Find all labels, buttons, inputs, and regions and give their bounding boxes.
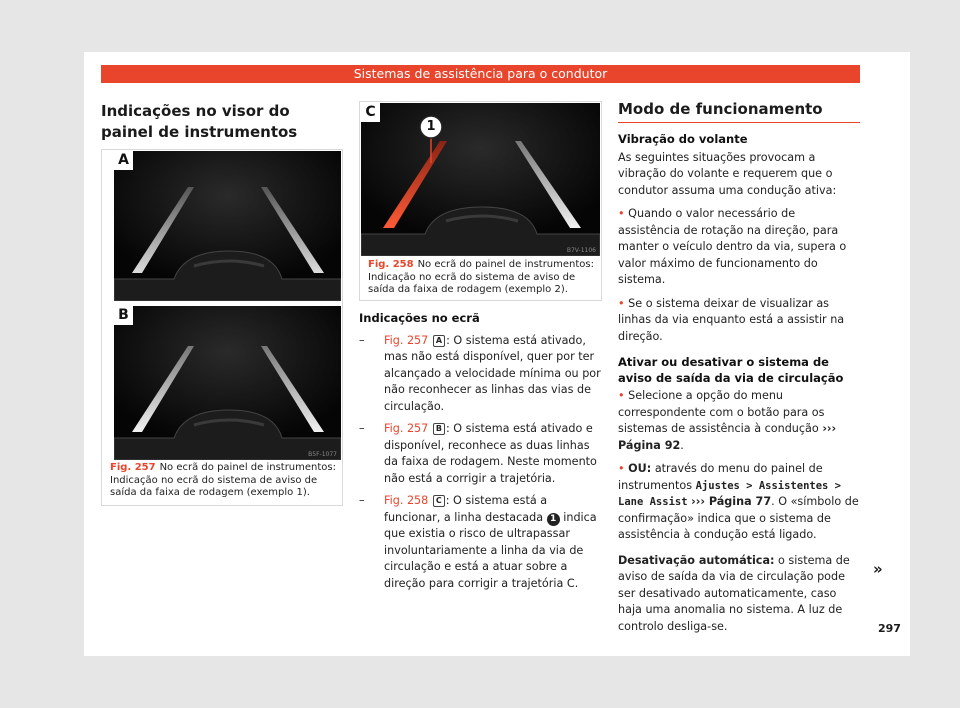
lane-display-a-graphic (114, 151, 341, 301)
callout-1-icon: 1 (547, 513, 560, 526)
lane-display-b-graphic (114, 306, 341, 460)
section-title-middle: Indicações no ecrã (359, 311, 480, 325)
figure-258-panel-c (361, 103, 600, 256)
period: . (680, 438, 684, 452)
or-label: OU: (628, 462, 652, 475)
bullet-text: através do menu do painel de instrumentos (618, 462, 823, 492)
bullet-icon: • (618, 389, 625, 402)
item-text: indica que existia o risco de ultrapassar involuntariamente a linha da via de circulação e está a atuar sobre a direção para corrigir a trajetória C. (384, 510, 597, 590)
figure-258 (359, 101, 602, 301)
continue-mark: » (873, 560, 883, 578)
deactivation-paragraph (618, 553, 860, 636)
figure-257-panel-b (114, 306, 341, 460)
bullet-item (618, 461, 860, 544)
page-link[interactable]: ››› Página 92 (618, 422, 837, 452)
bullet-text: Selecione a opção do menu correspondente com o botão para os sistemas de assistência à condução (618, 389, 825, 435)
item-text: : O sistema está ativado e disponível, reconhece as duas linhas da faixa de rodagem. Neste momento não está a corrigir a trajetória. (384, 422, 597, 485)
bullet-icon: • (618, 462, 625, 475)
deactivation-label: Desativação automática: (618, 553, 775, 567)
figure-label: Fig. 257 (110, 462, 156, 473)
item-text: : O sistema está a funcionar, a linha destacada (384, 494, 548, 524)
menu-path: Ajustes > Assistentes > Lane Assist (618, 479, 842, 508)
figure-258-caption (368, 259, 596, 297)
lane-display-c-graphic (361, 103, 600, 256)
panel-letter-a: A (114, 151, 133, 170)
list-item (359, 493, 603, 592)
list-item (359, 421, 603, 487)
bullet-item (618, 388, 860, 454)
key-c-icon: C (433, 495, 445, 507)
list-dash: – (359, 494, 365, 507)
panel-letter-c: C (361, 103, 380, 122)
figure-257-panel-a (114, 151, 341, 301)
list-dash: – (359, 333, 365, 347)
right-text (618, 131, 860, 642)
deactivation-text: o sistema de aviso de saída da via de circulação pode ser desativado automaticamente, caso haja uma anomalia no sistema. A luz de controlo desliga-se. (618, 553, 850, 633)
item-text: : O sistema está ativado, mas não está disponível, quer por ter alcançado a velocidade mínima ou por não reconhecer as linhas das vias de circulação. (384, 333, 601, 413)
page-number: 297 (878, 622, 901, 635)
key-b-icon: B (433, 423, 445, 435)
image-code: B5F-1077 (308, 451, 337, 458)
section-title-left: Indicações no visor do painel de instrumentos (101, 101, 341, 150)
vibration-intro: As seguintes situações provocam a vibração do volante e requerem que o condutor assuma uma condução ativa: (618, 150, 837, 197)
page-link[interactable]: ››› Página 77 (691, 495, 772, 508)
bullet-icon: • (618, 207, 625, 220)
panel-letter-b: B (114, 306, 133, 325)
list-dash: – (359, 422, 365, 435)
figure-ref-link[interactable]: Fig. 257 (384, 422, 429, 435)
vibration-heading: Vibração do volante (618, 132, 748, 146)
caption-text: No ecrã do painel de instrumentos: Indicação no ecrã do sistema de aviso de saída da faixa de rodagem (exemplo 1). (110, 462, 336, 498)
middle-text (359, 310, 603, 598)
bullet-item (618, 206, 860, 289)
bullet-text: Se o sistema deixar de visualizar as linhas da via enquanto está a assistir na direção. (618, 296, 845, 343)
figure-ref-link[interactable]: Fig. 258 (384, 494, 429, 507)
list-item (359, 333, 603, 416)
figure-257-caption (110, 462, 336, 500)
activation-heading: Ativar ou desativar o sistema de aviso de saída da via de circulação (618, 355, 844, 385)
figure-257 (101, 149, 343, 506)
bullet-icon: • (618, 296, 625, 310)
figure-ref-link[interactable]: Fig. 257 (384, 333, 429, 347)
bullet-item (618, 296, 860, 346)
bullet-text: . O «símbolo de confirmação» indica que o sistema de assistência à condução está ligado. (618, 495, 859, 541)
bullet-text: Quando o valor necessário de assistência de rotação na direção, para manter o veículo dentro da via, supera o valor máximo de funcionamento do sistema. (618, 207, 847, 286)
section-title-right: Modo de funcionamento (618, 98, 860, 123)
caption-text: No ecrã do painel de instrumentos: Indicação no ecrã do sistema de aviso de saída da faixa de rodagem (exemplo 2). (368, 259, 594, 295)
figure-label: Fig. 258 (368, 259, 414, 270)
callout-1-label: 1 (426, 119, 436, 134)
chapter-header: Sistemas de assistência para o condutor (101, 65, 860, 83)
key-a-icon: A (433, 335, 445, 347)
image-code: B7V-1106 (566, 247, 596, 254)
